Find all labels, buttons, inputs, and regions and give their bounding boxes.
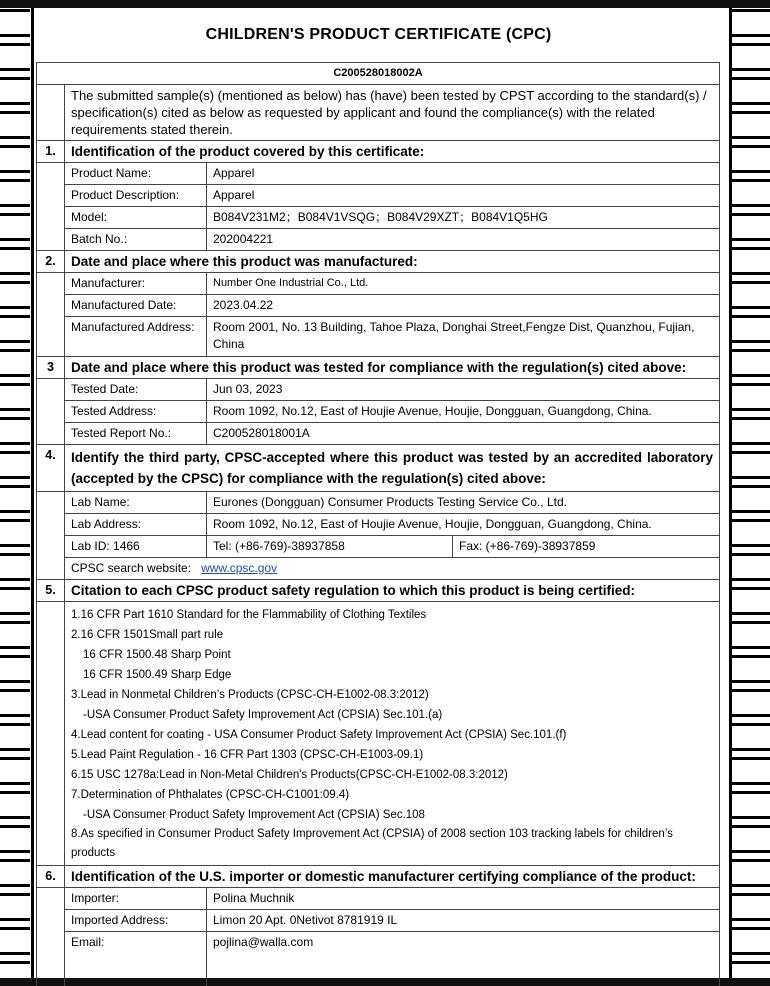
regulation-item: 1.16 CFR Part 1610 Standard for the Flammability of Clothing Textiles: [71, 609, 427, 621]
certificate-number: C200528018002A: [37, 63, 720, 85]
field-value: pojlina@walla.com: [207, 932, 720, 986]
section-number: 4.: [37, 445, 65, 492]
section-spacer: [37, 163, 65, 251]
section-number: 2.: [37, 251, 65, 273]
section-spacer: [37, 602, 65, 866]
field-value: B084V231M2；B084V1VSQG；B084V29XZT；B084V1Q5HG: [207, 207, 720, 229]
page-title: CHILDREN'S PRODUCT CERTIFICATE (CPC): [205, 26, 552, 43]
field-value: Polina Muchnik: [207, 888, 720, 910]
section-number: 3: [37, 357, 65, 379]
section-heading: Citation to each CPSC product safety regulation to which this product is being certified:: [65, 580, 720, 602]
field-value: Limon 20 Apt. 0Netivot 8781919 IL: [207, 910, 720, 932]
regulation-item: 2.16 CFR 1501Small part rule: [71, 629, 224, 641]
regulation-item: -USA Consumer Product Safety Improvement Act (CPSIA) Sec.101.(a): [83, 709, 443, 721]
field-label: Tested Address:: [65, 401, 207, 423]
field-label: Lab Address:: [65, 514, 207, 536]
section-spacer: [37, 273, 65, 357]
field-label: Model:: [65, 207, 207, 229]
field-label: Manufactured Address:: [65, 317, 207, 357]
section-number: 1.: [37, 141, 65, 163]
cpsc-search-link[interactable]: www.cpsc.gov: [201, 561, 278, 575]
field-label: Manufactured Date:: [65, 295, 207, 317]
regulation-list: [65, 602, 720, 866]
decorative-border-left: [0, 0, 30, 986]
regulation-item: 16 CFR 1500.49 Sharp Edge: [83, 669, 232, 681]
field-label: Tested Date:: [65, 379, 207, 401]
regulation-item: 5.Lead Paint Regulation - 16 CFR Part 1303 (CPSC-CH-E1003-09.1): [71, 749, 424, 761]
intro-text: The submitted sample(s) (mentioned as below) has (have) been tested by CPST according to the standard(s) / specification(s) cited as below as requested by applicant and found the compliance(s) with the related requirements stated therein.: [65, 85, 720, 141]
decorative-border-right: [728, 0, 770, 986]
cpsc-search-label: CPSC search website:: [71, 561, 192, 575]
regulation-item: 4.Lead content for coating - USA Consumer Product Safety Improvement Act (CPSIA) Sec.101.(f): [71, 729, 567, 741]
field-value: Apparel: [207, 163, 720, 185]
regulation-item: 6.15 USC 1278a:Lead in Non-Metal Children's Products(CPSC-CH-E1002-08.3:2012): [71, 769, 508, 781]
field-label: Product Name:: [65, 163, 207, 185]
regulation-item: 3.Lead in Nonmetal Children’s Products (CPSC-CH-E1002-08.3:2012): [71, 689, 429, 701]
field-value: 202004221: [207, 229, 720, 251]
field-label: Email:: [65, 932, 207, 986]
field-value: Number One Industrial Co., Ltd.: [207, 273, 720, 295]
field-label: Batch No.:: [65, 229, 207, 251]
regulation-item: 7.Determination of Phthalates (CPSC-CH-C1001:09.4): [71, 789, 350, 801]
border-top: [0, 0, 770, 8]
section-spacer: [37, 888, 65, 986]
field-value: C200528018001A: [207, 423, 720, 445]
section-number: 6.: [37, 866, 65, 888]
field-value: Room 2001, No. 13 Building, Tahoe Plaza, Donghai Street,Fengze Dist, Quanzhou, Fujian, China: [207, 317, 720, 357]
field-label: Tested Report No.:: [65, 423, 207, 445]
section-spacer: [37, 492, 65, 580]
field-label: Imported Address:: [65, 910, 207, 932]
section-number: 5.: [37, 580, 65, 602]
field-value: Room 1092, No.12, East of Houjie Avenue, Houjie, Dongguan, Guangdong, China.: [207, 401, 720, 423]
intro-num-cell: [37, 85, 65, 141]
field-value: Apparel: [207, 185, 720, 207]
section-heading: Identify the third party, CPSC-accepted where this product was tested by an accredited laboratory (accepted by the CPSC) for compliance with the regulation(s) cited above:: [65, 445, 720, 492]
regulation-item: -USA Consumer Product Safety Improvement Act (CPSIA) Sec.108: [83, 809, 425, 821]
field-value: Jun 03, 2023: [207, 379, 720, 401]
section-spacer: [37, 379, 65, 445]
field-label: Manufacturer:: [65, 273, 207, 295]
regulation-item: 8.As specified in Consumer Product Safety Improvement Act (CPSIA) of 2008 section 103 tracking labels for children’s products: [71, 828, 673, 859]
section-heading: Identification of the U.S. importer or domestic manufacturer certifying compliance of the product:: [65, 866, 720, 888]
lab-tel: Tel: (+86-769)-38937858: [207, 536, 453, 558]
certificate-table: [36, 62, 720, 986]
section-heading: Identification of the product covered by this certificate:: [65, 141, 720, 163]
section-heading: Date and place where this product was manufactured:: [65, 251, 720, 273]
field-value: Eurones (Dongguan) Consumer Products Testing Service Co., Ltd.: [207, 492, 720, 514]
field-label: Product Description:: [65, 185, 207, 207]
field-value: 2023.04.22: [207, 295, 720, 317]
field-label: Lab Name:: [65, 492, 207, 514]
field-label: Importer:: [65, 888, 207, 910]
field-value: Room 1092, No.12, East of Houjie Avenue, Houjie, Dongguan, Guangdong, China.: [207, 514, 720, 536]
lab-id: Lab ID: 1466: [65, 536, 207, 558]
lab-fax: Fax: (+86-769)-38937859: [453, 536, 720, 558]
regulation-item: 16 CFR 1500.48 Sharp Point: [83, 649, 231, 661]
section-heading: Date and place where this product was tested for compliance with the regulation(s) cited above:: [65, 357, 720, 379]
cpsc-search-row: [65, 558, 720, 580]
